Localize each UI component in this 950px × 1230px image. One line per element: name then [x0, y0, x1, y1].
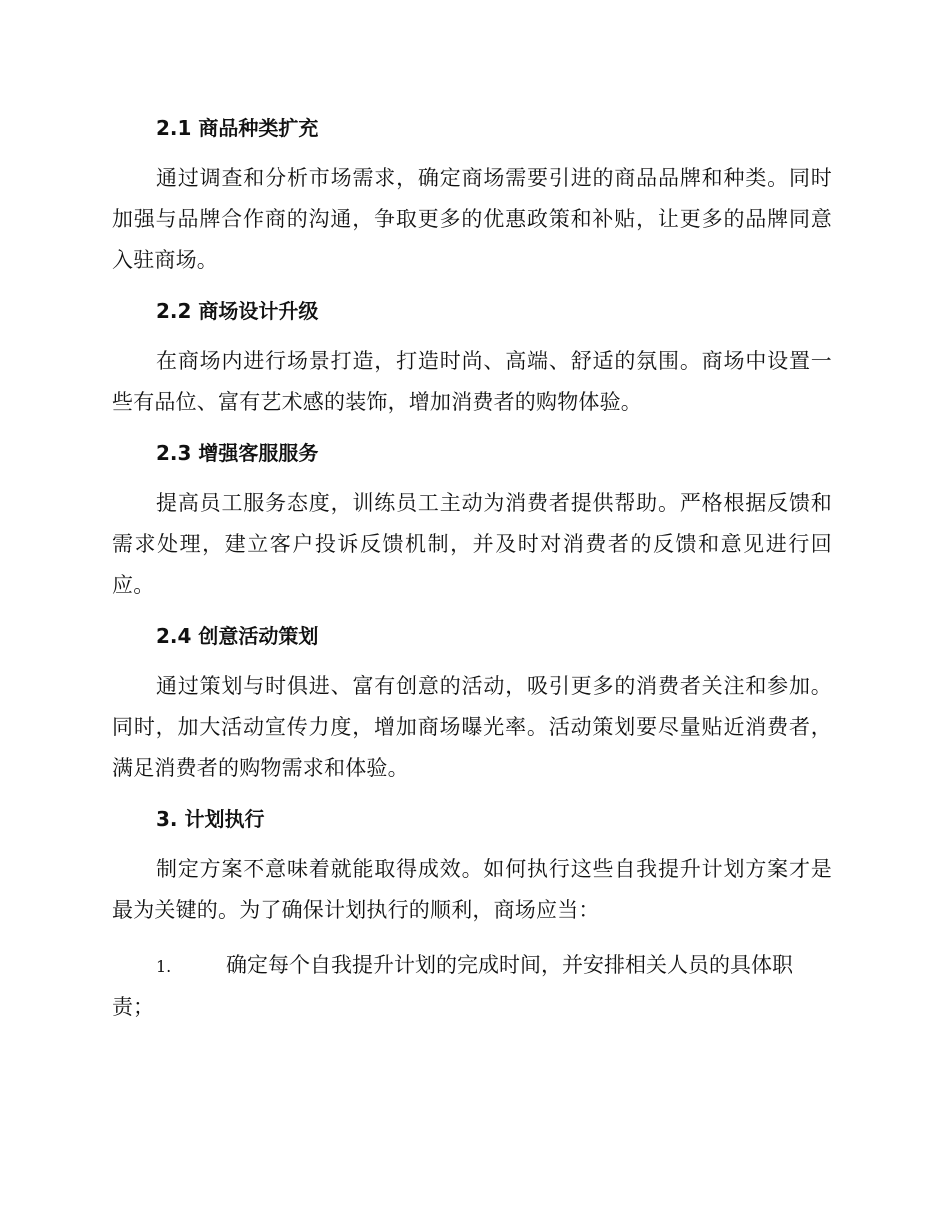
section-heading-3: 3. 计划执行: [156, 807, 265, 831]
list-item: [112, 945, 832, 1028]
section-heading-2-4: 2.4 创意活动策划: [156, 624, 319, 648]
section-body-2-3: 提高员工服务态度，训练员工主动为消费者提供帮助。严格根据反馈和需求处理，建立客户投诉反馈机制，并及时对消费者的反馈和意见进行回应。: [112, 491, 832, 597]
section-body-2-1: 通过调查和分析市场需求，确定商场需要引进的商品品牌和种类。同时加强与品牌合作商的沟通，争取更多的优惠政策和补贴，让更多的品牌同意入驻商场。: [112, 166, 832, 272]
list-item-number: 1.: [156, 957, 172, 976]
list-item-text: 确定每个自我提升计划的完成时间，并安排相关人员的具体职责；: [112, 953, 793, 1019]
section-heading-2-2: 2.2 商场设计升级: [156, 299, 319, 323]
section-body-2-4: 通过策划与时俱进、富有创意的活动，吸引更多的消费者关注和参加。同时，加大活动宣传力度，增加商场曝光率。活动策划要尽量贴近消费者，满足消费者的购物需求和体验。: [112, 674, 832, 780]
section-body-2-2: 在商场内进行场景打造，打造时尚、高端、舒适的氛围。商场中设置一些有品位、富有艺术感的装饰，增加消费者的购物体验。: [112, 349, 832, 414]
section-body-3: 制定方案不意味着就能取得成效。如何执行这些自我提升计划方案才是最为关键的。为了确保计划执行的顺利，商场应当：: [112, 857, 832, 922]
document-page: [112, 112, 832, 1028]
section-heading-2-1: 2.1 商品种类扩充: [156, 116, 319, 140]
section-heading-2-3: 2.3 增强客服服务: [156, 441, 319, 465]
